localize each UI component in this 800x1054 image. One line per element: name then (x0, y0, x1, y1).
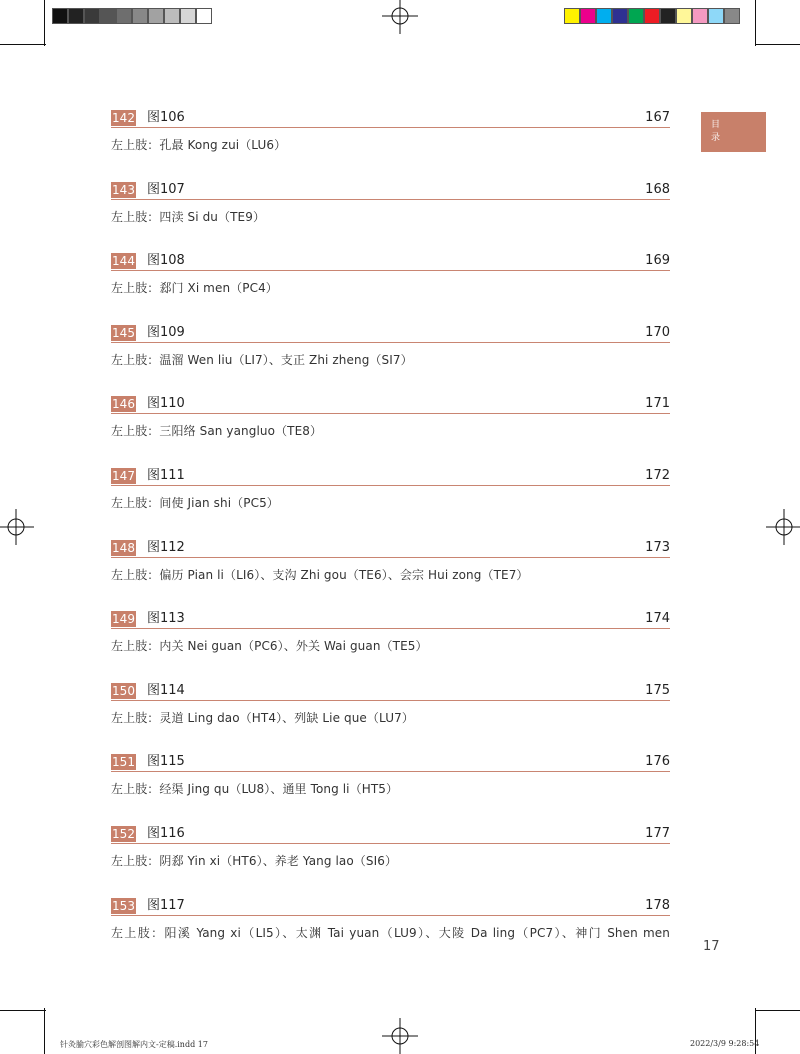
color-swatch (596, 8, 612, 24)
figure-label: 图116 (147, 825, 185, 841)
crop-mark (0, 44, 46, 45)
entry-page-number: 167 (645, 110, 670, 125)
toc-entry-header (111, 396, 670, 414)
entry-page-number: 174 (645, 611, 670, 627)
entry-number-badge: 150 (112, 683, 135, 698)
toc-entry[interactable] (111, 182, 670, 254)
entry-description: 左上肢：偏历 Pian li（LI6）、支沟 Zhi gou（TE6）、会宗 Hui zong（TE7） (111, 567, 529, 582)
crop-mark (755, 0, 756, 46)
entry-description: 左上肢：郄门 Xi men（PC4） (111, 281, 278, 296)
entry-page-number: 175 (645, 682, 670, 698)
figure-label: 图109 (147, 324, 185, 340)
color-swatch (132, 8, 148, 24)
color-swatch (708, 8, 724, 24)
figure-label: 图108 (147, 253, 185, 269)
color-swatch (692, 8, 708, 24)
entry-description: 左上肢：间使 Jian shi（PC5） (111, 495, 279, 510)
figure-label: 图113 (147, 611, 185, 627)
entry-description: 左上肢：孔最 Kong zui（LU6） (111, 138, 287, 152)
crop-mark (0, 1010, 46, 1011)
entry-description: 左上肢：灵道 Ling dao（HT4）、列缺 Lie que（LU7） (111, 710, 414, 725)
section-tab-char: 目 (711, 120, 721, 130)
toc-entry[interactable] (111, 468, 670, 540)
entry-description: 左上肢：经渠 Jing qu（LU8）、通里 Tong li（HT5） (111, 782, 399, 797)
registration-mark-icon (382, 0, 418, 34)
color-swatch (564, 8, 580, 24)
table-of-contents (111, 110, 670, 969)
toc-entry[interactable] (111, 826, 670, 898)
color-swatch (676, 8, 692, 24)
crop-mark (44, 0, 45, 46)
color-swatch (724, 8, 740, 24)
toc-entry[interactable] (111, 683, 670, 755)
toc-entry-header (111, 110, 670, 128)
entry-page-number: 171 (645, 396, 670, 412)
registration-mark-icon (382, 1018, 418, 1054)
entry-description: 左上肢：阳溪 Yang xi（LI5）、太渊 Tai yuan（LU9）、大陵 Da ling（PC7）、神门 Shen men (111, 925, 670, 940)
crop-mark (44, 1008, 45, 1054)
color-swatch (628, 8, 644, 24)
color-swatch (148, 8, 164, 24)
entry-page-number: 170 (645, 324, 670, 340)
print-slug-filename: 针灸腧穴彩色解剖图解内文-定稿.indd 17 (60, 1040, 208, 1049)
toc-entry[interactable] (111, 540, 670, 612)
figure-label: 图106 (147, 110, 185, 125)
toc-entry-header (111, 898, 670, 916)
figure-label: 图115 (147, 754, 185, 770)
entry-description: 左上肢：三阳络 San yangluo（TE8） (111, 424, 323, 439)
entry-page-number: 178 (645, 897, 670, 913)
toc-entry[interactable] (111, 898, 670, 970)
figure-label: 图111 (147, 467, 185, 483)
color-swatch (68, 8, 84, 24)
color-swatch (612, 8, 628, 24)
page-number: 17 (703, 939, 720, 954)
toc-entry[interactable] (111, 754, 670, 826)
entry-number-badge: 144 (112, 254, 135, 269)
color-swatch (580, 8, 596, 24)
entry-number-badge: 151 (112, 755, 135, 770)
toc-entry[interactable] (111, 611, 670, 683)
entry-number-badge: 145 (112, 325, 135, 340)
entry-number-badge: 147 (112, 468, 135, 483)
entry-number-badge: 148 (112, 540, 135, 555)
toc-entry[interactable] (111, 253, 670, 325)
color-swatch (100, 8, 116, 24)
entry-description: 左上肢：阴郄 Yin xi（HT6）、养老 Yang lao（SI6） (111, 853, 398, 868)
color-swatch (644, 8, 660, 24)
process-color-bar (564, 8, 740, 24)
toc-entry-header (111, 683, 670, 701)
entry-number-badge: 143 (112, 182, 135, 197)
color-swatch (52, 8, 68, 24)
entry-number-badge: 146 (112, 397, 135, 412)
toc-section-tab (701, 112, 766, 152)
entry-number-badge: 142 (112, 111, 135, 125)
crop-mark (755, 1010, 800, 1011)
toc-entry-header (111, 826, 670, 844)
toc-entry-header (111, 182, 670, 200)
figure-label: 图107 (147, 181, 185, 197)
entry-description: 左上肢：四渎 Si du（TE9） (111, 209, 266, 224)
toc-entry-header (111, 540, 670, 558)
entry-page-number: 168 (645, 181, 670, 197)
entry-description: 左上肢：内关 Nei guan（PC6）、外关 Wai guan（TE5） (111, 639, 428, 654)
entry-description: 左上肢：温溜 Wen liu（LI7）、支正 Zhi zheng（SI7） (111, 352, 413, 367)
toc-entry-header (111, 468, 670, 486)
toc-entry-header (111, 754, 670, 772)
entry-page-number: 176 (645, 754, 670, 770)
color-swatch (660, 8, 676, 24)
figure-label: 图114 (147, 682, 185, 698)
entry-page-number: 177 (645, 825, 670, 841)
entry-page-number: 172 (645, 467, 670, 483)
color-swatch (164, 8, 180, 24)
entry-number-badge: 152 (112, 826, 135, 841)
entry-number-badge: 149 (112, 612, 135, 627)
figure-label: 图112 (147, 539, 185, 555)
color-swatch (84, 8, 100, 24)
color-swatch (180, 8, 196, 24)
print-slug-timestamp: 2022/3/9 9:28:54 (690, 1039, 760, 1048)
figure-label: 图110 (147, 396, 185, 412)
section-tab-char: 录 (711, 133, 721, 143)
toc-entry[interactable] (111, 110, 670, 182)
toc-entry-header (111, 611, 670, 629)
entry-number-badge: 153 (112, 898, 135, 913)
crop-mark (755, 44, 800, 45)
toc-entry[interactable] (111, 396, 670, 468)
toc-entry-header (111, 325, 670, 343)
toc-entry-header (111, 253, 670, 271)
toc-entry[interactable] (111, 325, 670, 397)
figure-label: 图117 (147, 897, 185, 913)
grayscale-color-bar (52, 8, 212, 24)
registration-mark-icon (766, 509, 800, 545)
color-swatch (116, 8, 132, 24)
entry-page-number: 169 (645, 253, 670, 269)
color-swatch (196, 8, 212, 24)
entry-page-number: 173 (645, 539, 670, 555)
registration-mark-icon (0, 509, 34, 545)
